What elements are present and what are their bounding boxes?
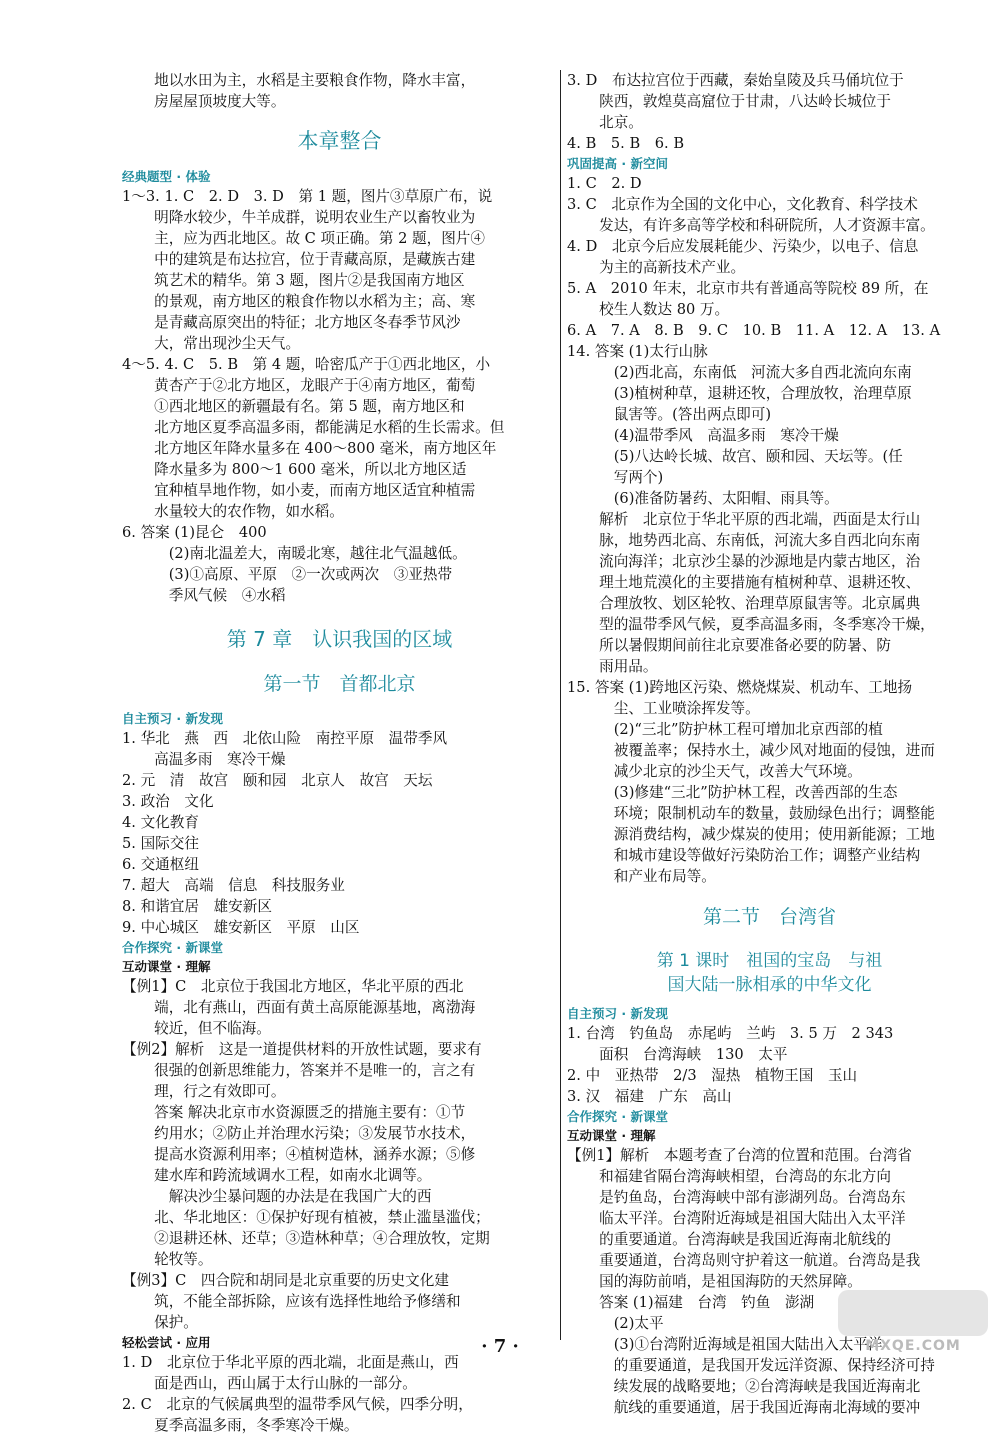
text-line: 和城市建设等做好污染防治工作；调整产业结构 [613, 847, 921, 864]
example-1 [122, 976, 557, 1039]
text-line: 7. 超大 高端 信息 科技服务业 [122, 877, 345, 894]
text-line: (3)修建“三北”防护林工程，改善西部的生态 [613, 784, 898, 801]
text-line: 3. D 布达拉宫位于西藏，秦始皇陵及兵马俑坑位于 [567, 72, 904, 89]
text-line: 1. D 北京位于华北平原的西北端，北面是燕山，西 [122, 1354, 459, 1371]
example-3 [122, 1270, 557, 1333]
text-line: 【例1】解析 本题考查了台湾的位置和范围。台湾省 [567, 1147, 912, 1164]
text-line: (3)①高原、平原 ②一次或两次 ③亚热带 [168, 566, 453, 583]
question-4-5 [122, 354, 557, 522]
try-answers [122, 1352, 557, 1436]
text-line: 3. 汉 福建 广东 高山 [567, 1088, 732, 1105]
text-line: 答案 (1)福建 台湾 钓鱼 澎湖 [599, 1294, 815, 1311]
text-line: 发达，有许多高等学校和科研院所，人才资源丰富。 [599, 217, 935, 234]
left-column [122, 70, 557, 1434]
section-label-classic: 经典题型 · 体验 [122, 169, 211, 184]
text-line: 地以水田为主，水稻是主要粮食作物，降水丰富， [154, 72, 476, 89]
text-line: 环境；限制机动车的数量，鼓励绿色出行；调整能 [613, 805, 935, 822]
answer-3 [567, 70, 972, 133]
section-label-cooperate-2: 合作探究 · 新课堂 [567, 1109, 668, 1124]
watermark-text: MXQE.COM [865, 1338, 961, 1354]
text-line: 第 1 课时 祖国的宝岛 与祖 [656, 951, 883, 971]
text-line: 宜种植旱地作物，如小麦，而南方地区适宜种植需 [154, 482, 476, 499]
text-line: 为主的高新技术产业。 [599, 259, 746, 276]
text-line: 所以暑假期间前往北京要准备必要的防暑、防 [599, 637, 891, 654]
text-line: 鼠害等。(答出两点即可) [613, 406, 772, 423]
text-line: 很强的创新思维能力，答案并不是唯一的，言之有 [154, 1062, 476, 1079]
text-line: 流向海洋；北京沙尘暴的沙源地是内蒙古地区，治 [599, 553, 921, 570]
text-line: 3. C 北京作为全国的文化中心，文化教育、科学技术 [567, 196, 918, 213]
text-line: (2)南北温差大，南暖北寒，越往北气温越低。 [168, 545, 467, 562]
text-line: 北京。 [599, 114, 643, 131]
intro-text [122, 70, 557, 112]
preview-answers-2 [567, 1023, 972, 1107]
section-2-title: 第二节 台湾省 [702, 906, 836, 928]
page-number: · 7 · [481, 1336, 519, 1357]
text-line: 水量较大的农作物，如水稻。 [154, 503, 344, 520]
text-line: 夏季高温多雨，冬季寒冷干燥。 [154, 1417, 359, 1434]
text-line: 4. D 北京今后应发展耗能少、污染少，以电子、信息 [567, 238, 919, 255]
consolidate-4 [567, 236, 972, 278]
text-line: 北方地区夏季高温多雨，都能满足水稻的生长需求。但 [154, 419, 505, 436]
text-line: 国大陆一脉相承的中华文化 [667, 975, 872, 995]
text-line: (2)“三北”防护林工程可增加北京西部的植 [613, 721, 883, 738]
preview-answers [122, 728, 557, 938]
text-line: 提高水资源利用率；④植树造林，涵养水源；⑤修 [154, 1146, 476, 1163]
text-line: 6. 答案 (1)昆仑 400 [122, 524, 267, 541]
section-label-preview: 自主预习 · 新发现 [122, 711, 223, 726]
text-line: 主，应为西北地区。故 C 项正确。第 2 题，图片④ [154, 230, 485, 247]
text-line: 【例2】解析 这是一道提供材料的开放性试题，要求有 [122, 1041, 482, 1058]
consolidate-14 [567, 341, 972, 509]
text-line: 雨用品。 [599, 658, 658, 675]
text-line: 【例3】C 四合院和胡同是北京重要的历史文化建 [122, 1272, 449, 1289]
text-line: (2)西北高，东南低 河流大多自西北流向东南 [613, 364, 912, 381]
text-line: 续发展的战略要地；②台湾海峡是我国近海南北 [613, 1378, 921, 1395]
text-line: 3. 政治 文化 [122, 793, 214, 810]
text-line: 中的建筑是布达拉宫，位于青藏高原，是藏族古建 [154, 251, 476, 268]
text-line: 源消费结构，减少煤炭的使用；使用新能源；工地 [613, 826, 935, 843]
text-line: 房屋屋顶坡度大等。 [154, 93, 286, 110]
text-line: 和福建省隔台湾海峡相望，台湾岛的东北方向 [599, 1168, 891, 1185]
text-line: 季风气候 ④水稻 [168, 587, 286, 604]
text-line: (3)植树种草，退耕还牧，合理放牧，治理草原 [613, 385, 912, 402]
text-line: 9. 中心城区 雄安新区 平原 山区 [122, 919, 360, 936]
text-line: 的景观，南方地区的粮食作物以水稻为主；高、寒 [154, 293, 476, 310]
text-line: 4～5. 4. C 5. B 第 4 题，哈密瓜产于①西北地区，小 [122, 356, 491, 373]
text-line: 【例1】C 北京位于我国北方地区，华北平原的西北 [122, 978, 464, 995]
text-line: (2)太平 [613, 1315, 664, 1332]
text-line: 型的温带季风气候，夏季高温多雨，冬季寒冷干燥， [599, 616, 935, 633]
consolidate-3 [567, 194, 972, 236]
text-line: 1. 台湾 钓鱼岛 赤尾屿 兰屿 3. 5 万 2 343 [567, 1025, 894, 1042]
section-label-class: 互动课堂 · 理解 [122, 959, 211, 974]
consolidate-1-2: 1. C 2. D [567, 175, 642, 192]
text-line: 校生人数达 80 万。 [599, 301, 730, 318]
text-line: 航线的重要通道，居于我国近海南北海域的要冲 [613, 1399, 921, 1416]
text-line: 被覆盖率；保持水土，减少风对地面的侵蚀，进而 [613, 742, 935, 759]
text-line: 14. 答案 (1)太行山脉 [567, 343, 708, 360]
answer-4-6: 4. B 5. B 6. B [567, 135, 685, 152]
text-line: 临太平洋。台湾附近海域是祖国大陆出入太平洋 [599, 1210, 906, 1227]
watermark-image [838, 1290, 988, 1336]
text-line: 较近，但不临海。 [154, 1020, 271, 1037]
example-2-more [122, 1186, 557, 1270]
text-line: 2. 中 亚热带 2/3 湿热 植物王国 玉山 [567, 1067, 858, 1084]
section-label-consolidate: 巩固提高 · 新空间 [567, 156, 668, 171]
section-label-try: 轻松尝试 · 应用 [122, 1335, 211, 1350]
text-line: 是青藏高原突出的特征；北方地区冬春季节风沙 [154, 314, 461, 331]
consolidate-14-explanation [567, 509, 972, 677]
text-line: 轮牧等。 [154, 1251, 213, 1268]
consolidate-5 [567, 278, 972, 320]
text-line: 的重要通道。台湾海峡是我国近海南北航线的 [599, 1231, 891, 1248]
text-line: 脉，地势西北高、东南低，河流大多自西北向东南 [599, 532, 921, 549]
text-line: 和产业布局等。 [613, 868, 716, 885]
text-line: 保护。 [154, 1314, 198, 1331]
text-line: 黄杏产于②北方地区，龙眼产于④南方地区，葡萄 [154, 377, 476, 394]
text-line: 国的海防前哨，是祖国海防的天然屏障。 [599, 1273, 862, 1290]
text-line: 解决沙尘暴问题的办法是在我国广大的西 [168, 1188, 432, 1205]
text-line: 重要通道，台湾岛则守护着这一航道。台湾岛是我 [599, 1252, 921, 1269]
text-line: 理土地荒漠化的主要措施有植树种草、退耕还牧、 [599, 574, 921, 591]
text-line: ①西北地区的新疆最有名。第 5 题，南方地区和 [154, 398, 465, 415]
chapter-review-title: 本章整合 [297, 129, 382, 153]
question-6 [122, 522, 557, 606]
text-line: 尘、工业喷涂挥发等。 [613, 700, 760, 717]
text-line: 减少北京的沙尘天气，改善大气环境。 [613, 763, 862, 780]
chapter-7-title: 第 7 章 认识我国的区域 [226, 627, 453, 651]
text-line: 写两个) [613, 469, 664, 486]
text-line: 是钓鱼岛，台湾海峡中部有澎湖列岛。台湾岛东 [599, 1189, 906, 1206]
text-line: 约用水；②防止并治理水污染；③发展节水技术， [154, 1125, 476, 1142]
text-line: 筑，不能全部拆除，应该有选择性地给予修缮和 [154, 1293, 461, 1310]
question-1-3 [122, 186, 557, 354]
section-label-preview-2: 自主预习 · 新发现 [567, 1006, 668, 1021]
text-line: 1～3. 1. C 2. D 3. D 第 1 题，图片③草原广布，说 [122, 188, 493, 205]
section-label-cooperate: 合作探究 · 新课堂 [122, 940, 223, 955]
example-2 [122, 1039, 557, 1102]
consolidate-15 [567, 677, 972, 887]
text-line: 5. A 2010 年末，北京市共有普通高等院校 89 所，在 [567, 280, 929, 297]
text-line: 高温多雨 寒冷干燥 [154, 751, 286, 768]
text-line: 端，北有燕山，西面有黄土高原能源基地，离渤海 [154, 999, 476, 1016]
text-line: (3)①台湾附近海域是祖国大陆出入太平洋 [613, 1336, 883, 1353]
text-line: 面是西山，西山属于太行山脉的一部分。 [154, 1375, 417, 1392]
text-line: 2. 元 清 故宫 颐和园 北京人 故宫 天坛 [122, 772, 433, 789]
text-line: 4. 文化教育 [122, 814, 199, 831]
text-line: 降水量多为 800～1 600 毫米，所以北方地区适 [154, 461, 467, 478]
text-line: 合理放牧、划区轮牧、治理草原鼠害等。北京属典 [599, 595, 921, 612]
text-line: 8. 和谐宜居 雄安新区 [122, 898, 272, 915]
text-line: 的重要通道，是我国开发远洋资源、保持经济可持 [613, 1357, 935, 1374]
text-line: (4)温带季风 高温多雨 寒冷干燥 [613, 427, 839, 444]
text-line: 建水库和跨流域调水工程，如南水北调等。 [154, 1167, 432, 1184]
watermark-logo [838, 1290, 988, 1360]
text-line: (6)准备防暑药、太阳帽、雨具等。 [613, 490, 839, 507]
column-divider [560, 70, 561, 1340]
text-line: 陕西，敦煌莫高窟位于甘肃，八达岭长城位于 [599, 93, 891, 110]
text-line: 面积 台湾海峡 130 太平 [599, 1046, 788, 1063]
text-line: 15. 答案 (1)跨地区污染、燃烧煤炭、机动车、工地扬 [567, 679, 913, 696]
text-line: 明降水较少，牛羊成群，说明农业生产以畜牧业为 [154, 209, 476, 226]
section-label-class-2: 互动课堂 · 理解 [567, 1128, 656, 1143]
text-line: 解析 北京位于华北平原的西北端，西面是太行山 [599, 511, 921, 528]
text-line: (5)八达岭长城、故宫、颐和园、天坛等。(任 [613, 448, 903, 465]
text-line: ②退耕还林、还草；③造林种草；④合理放牧，定期 [154, 1230, 490, 1247]
example-1-taiwan [567, 1145, 972, 1292]
consolidate-6-13: 6. A 7. A 8. B 9. C 10. B 11. A 12. A 13. A [567, 322, 941, 339]
section-1-title: 第一节 首都北京 [263, 673, 416, 695]
text-line: 理，行之有效即可。 [154, 1083, 286, 1100]
text-line: 1. 华北 燕 西 北依山险 南控平原 温带季风 [122, 730, 448, 747]
text-line: 北、华北地区：①保护好现有植被，禁止滥垦滥伐； [154, 1209, 490, 1226]
lesson-1-title [567, 949, 972, 997]
text-line: 筑艺术的精华。第 3 题，图片②是我国南方地区 [154, 272, 465, 289]
text-line: 北方地区年降水量多在 400～800 毫米，南方地区年 [154, 440, 497, 457]
text-line: 2. C 北京的气候属典型的温带季风气候，四季分明， [122, 1396, 473, 1413]
example-2-answer [122, 1102, 557, 1186]
text-line: 答案 解决北京市水资源匮乏的措施主要有：①节 [154, 1104, 466, 1121]
text-line: 5. 国际交往 [122, 835, 199, 852]
text-line: 大，常出现沙尘天气。 [154, 335, 301, 352]
text-line: 6. 交通枢纽 [122, 856, 199, 873]
